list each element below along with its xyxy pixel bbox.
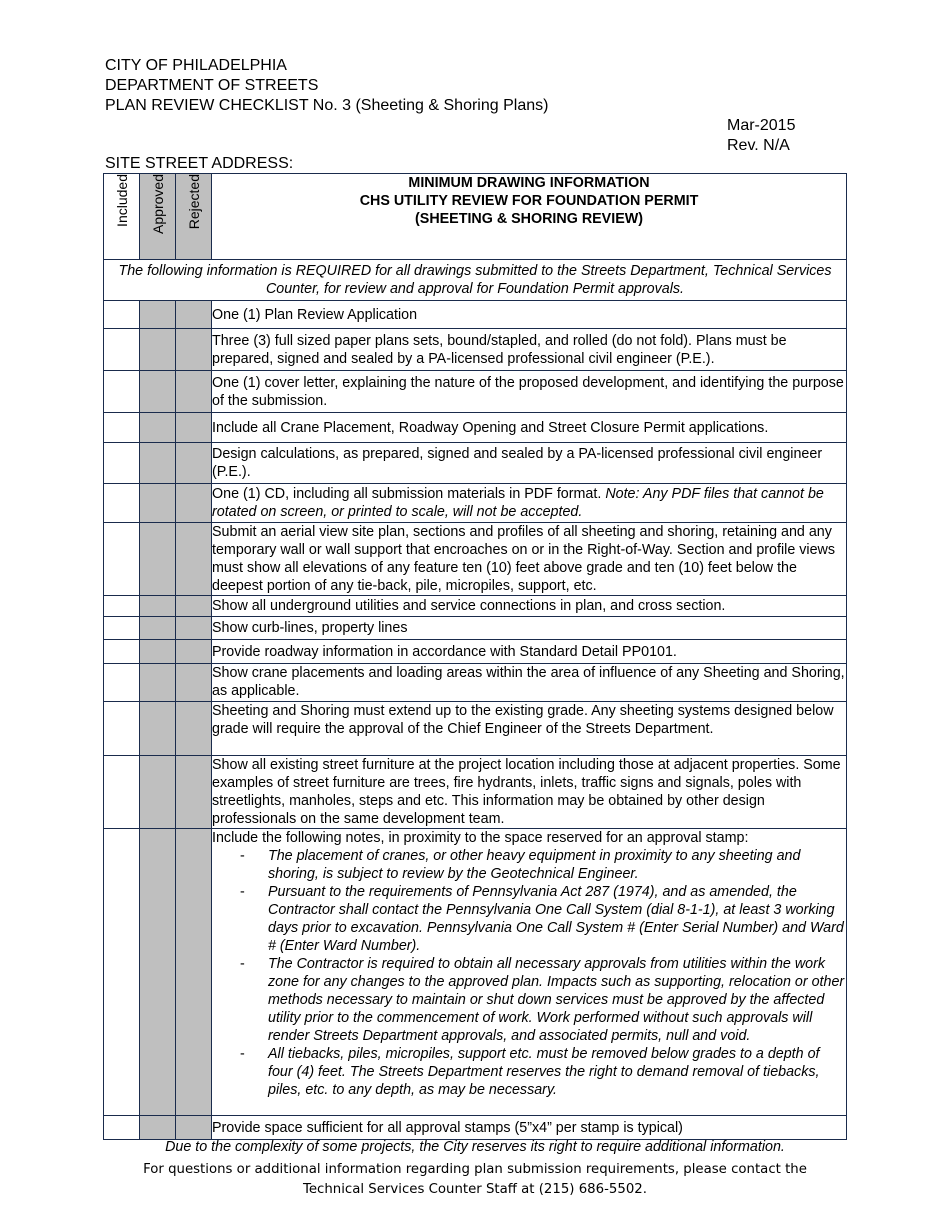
footer-contact (0, 1160, 950, 1200)
included-box[interactable] (104, 664, 140, 702)
table-row (104, 829, 847, 1116)
row-text: Three (3) full sized paper plans sets, bound/stapled, and rolled (do not fold). Plans must be prepared, signed and sealed by a PA-licensed professional civil engineer (P.E.). (212, 329, 847, 371)
included-box[interactable] (104, 1116, 140, 1140)
included-box[interactable] (104, 756, 140, 829)
footer-note: Due to the complexity of some projects, the City reserves its right to require additional information. (165, 1139, 785, 1155)
approved-box[interactable] (140, 702, 176, 756)
approved-box[interactable] (140, 1116, 176, 1140)
revision-date: Mar-2015 (727, 117, 796, 134)
row-text: Include all Crane Placement, Roadway Opening and Street Closure Permit applications. (212, 413, 847, 443)
header-row (104, 174, 847, 260)
rejected-box[interactable] (176, 484, 212, 523)
rejected-box[interactable] (176, 413, 212, 443)
table-row (104, 596, 847, 617)
approved-box[interactable] (140, 523, 176, 596)
table-row (104, 702, 847, 756)
row-text: Show crane placements and loading areas within the area of influence of any Sheeting and Shoring, as applicable. (212, 664, 847, 702)
included-box[interactable] (104, 596, 140, 617)
row-text: Provide roadway information in accordance with Standard Detail PP0101. (212, 640, 847, 664)
table-row (104, 664, 847, 702)
rejected-box[interactable] (176, 329, 212, 371)
row-text: Sheeting and Shoring must extend up to the existing grade. Any sheeting systems designed below grade will require the approval of the Chief Engineer of the Streets Department. (212, 702, 847, 756)
note-item: - The Contractor is required to obtain all necessary approvals from utilities within the work zone for any changes to the approved plan. Impacts such as supporting, relocation or other methods necessary to maintain or shut down services must be approved by the affected utility prior to the commencement of work. Work performed without such approvals will render Streets Department approvals, and associated permits, null and void. (240, 955, 846, 1045)
included-box[interactable] (104, 301, 140, 329)
intro-row (104, 260, 847, 301)
approved-box[interactable] (140, 829, 176, 1116)
table-row (104, 1116, 847, 1140)
row-text: Design calculations, as prepared, signed and sealed by a PA-licensed professional civil engineer (P.E.). (212, 443, 847, 484)
title-line-1: MINIMUM DRAWING INFORMATION (408, 175, 650, 191)
row-text: Show all existing street furniture at the project location including those at adjacent properties. Some examples of street furniture are trees, fire hydrants, inlets, traffic signs and signals, poles with streetlights, manholes, steps and etc. This information may be obtained by other design professionals on the same development team. (212, 756, 847, 829)
col-approved: Approved (140, 174, 176, 260)
included-box[interactable] (104, 617, 140, 640)
department-name: DEPARTMENT OF STREETS (105, 77, 319, 94)
intro-text: The following information is REQUIRED for all drawings submitted to the Streets Department, Technical Services Counter, for review and approval for Foundation Permit approvals. (104, 260, 847, 301)
table-row (104, 329, 847, 371)
rejected-box[interactable] (176, 702, 212, 756)
rejected-box[interactable] (176, 617, 212, 640)
approved-box[interactable] (140, 596, 176, 617)
rejected-box[interactable] (176, 829, 212, 1116)
table-row (104, 756, 847, 829)
notes-list (212, 847, 846, 1099)
row-text: Show all underground utilities and service connections in plan, and cross section. (212, 596, 847, 617)
note-item: - All tiebacks, piles, micropiles, support etc. must be removed below grades to a depth of four (4) feet. The Streets Department reserves the right to demand removal of tiebacks, piles, etc. to any depth, as may be necessary. (240, 1045, 846, 1099)
note-item: - The placement of cranes, or other heavy equipment in proximity to any sheeting and shoring, is subject to review by the Geotechnical Engineer. (240, 847, 846, 883)
included-box[interactable] (104, 829, 140, 1116)
revision-number: Rev. N/A (727, 137, 790, 154)
title-line-2: CHS UTILITY REVIEW FOR FOUNDATION PERMIT (359, 193, 699, 209)
approved-box[interactable] (140, 413, 176, 443)
approved-box[interactable] (140, 301, 176, 329)
org-name: CITY OF PHILADELPHIA (105, 57, 287, 74)
included-box[interactable] (104, 484, 140, 523)
row-text: Show curb-lines, property lines (212, 617, 847, 640)
rejected-box[interactable] (176, 640, 212, 664)
row-text: One (1) Plan Review Application (212, 301, 847, 329)
included-box[interactable] (104, 640, 140, 664)
note-item: - Pursuant to the requirements of Pennsylvania Act 287 (1974), and as amended, the Contractor shall contact the Pennsylvania One Call System (dial 8-1-1), at least 3 working days prior to excavation. Pennsylvania One Call System # (Enter Serial Number) and Ward # (Enter Ward Number). (240, 883, 846, 955)
table-row (104, 371, 847, 413)
col-included: Included (104, 174, 140, 260)
included-box[interactable] (104, 702, 140, 756)
table-row (104, 484, 847, 523)
row-text: Submit an aerial view site plan, sections and profiles of all sheeting and shoring, retaining and any temporary wall or wall support that encroaches on or in the Right-of-Way. Section and profile views must show all elevations of any feature ten (10) feet above grade and ten (10) feet below the deepest portion of any tie-back, pile, micropiles, support, etc. (212, 523, 847, 596)
included-box[interactable] (104, 329, 140, 371)
table-row (104, 523, 847, 596)
included-box[interactable] (104, 413, 140, 443)
row-text: One (1) cover letter, explaining the nature of the proposed development, and identifying the purpose of the submission. (212, 371, 847, 413)
table-row (104, 413, 847, 443)
col-rejected: Rejected (176, 174, 212, 260)
rejected-box[interactable] (176, 756, 212, 829)
included-box[interactable] (104, 443, 140, 484)
notes-intro: Include the following notes, in proximity to the space reserved for an approval stamp: (212, 830, 749, 846)
rejected-box[interactable] (176, 301, 212, 329)
contact-line-1: For questions or additional information regarding plan submission requirements, please contact the (143, 1162, 807, 1177)
table-row (104, 640, 847, 664)
contact-line-2: Technical Services Counter Staff at (215) 686-5502. (303, 1182, 647, 1197)
row-text (212, 484, 847, 523)
checklist-title: PLAN REVIEW CHECKLIST No. 3 (Sheeting & Shoring Plans) (105, 97, 549, 114)
approved-box[interactable] (140, 617, 176, 640)
included-box[interactable] (104, 523, 140, 596)
cd-note: Note: Any PDF files that cannot be rotated on screen, or printed to scale, will not be accepted. (212, 486, 824, 520)
row-text (212, 829, 847, 1116)
table-row (104, 301, 847, 329)
rejected-box[interactable] (176, 1116, 212, 1140)
approved-box[interactable] (140, 664, 176, 702)
approved-box[interactable] (140, 484, 176, 523)
approved-box[interactable] (140, 371, 176, 413)
table-row (104, 617, 847, 640)
table-title (212, 174, 847, 260)
approved-box[interactable] (140, 329, 176, 371)
approved-box[interactable] (140, 443, 176, 484)
approved-box[interactable] (140, 756, 176, 829)
rejected-box[interactable] (176, 596, 212, 617)
approved-box[interactable] (140, 640, 176, 664)
rejected-box[interactable] (176, 371, 212, 413)
rejected-box[interactable] (176, 664, 212, 702)
rejected-box[interactable] (176, 523, 212, 596)
title-line-3: (SHEETING & SHORING REVIEW) (415, 211, 643, 227)
rejected-box[interactable] (176, 443, 212, 484)
cd-requirement: One (1) CD, including all submission materials in PDF format. (212, 486, 602, 502)
checklist-table (103, 173, 847, 1140)
included-box[interactable] (104, 371, 140, 413)
site-address-label: SITE STREET ADDRESS: (105, 155, 294, 172)
table-row (104, 443, 847, 484)
row-text: Provide space sufficient for all approval stamps (5”x4” per stamp is typical) (212, 1116, 847, 1140)
